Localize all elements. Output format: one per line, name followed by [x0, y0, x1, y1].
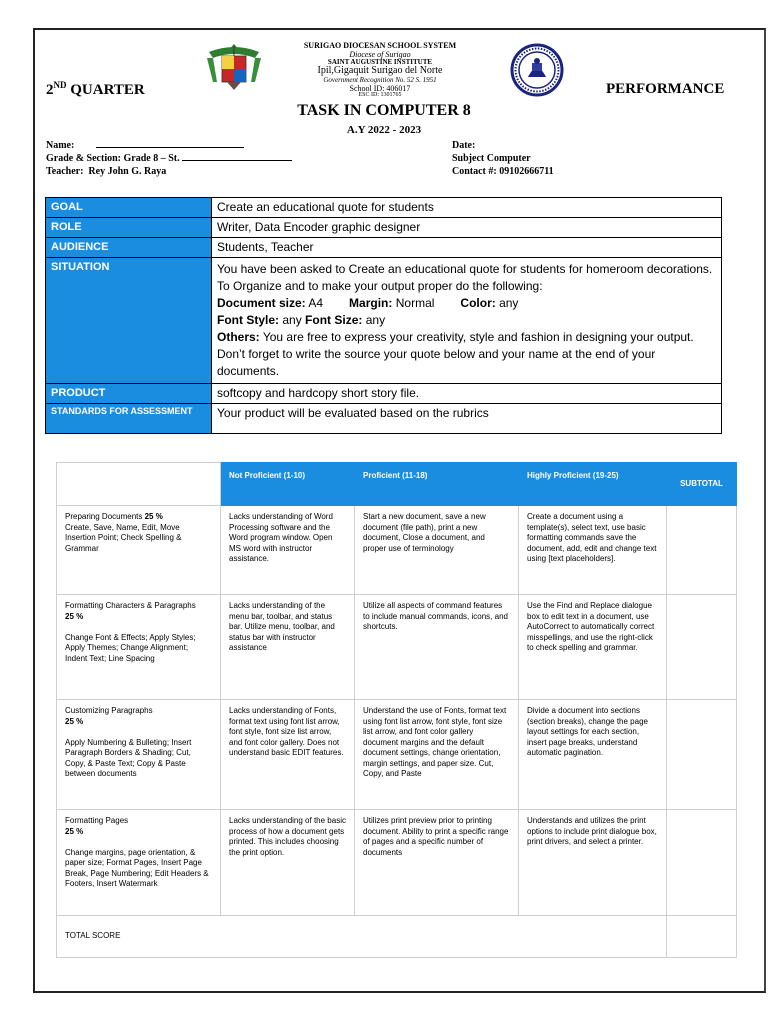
table-row [57, 595, 737, 700]
rubric-header-proficient: Proficient (11-18) [355, 463, 519, 506]
grasps-row-role [46, 218, 722, 238]
situation-others: Others: You are free to express your creativity, style and fashion in designing your output. [217, 330, 694, 344]
task-title: TASK IN COMPUTER 8 [297, 102, 471, 119]
situation-value [212, 258, 722, 384]
highly-proficient-cell: Use the Find and Replace dialogue box to edit text in a document, use AutoCorrect to automatically correct misspellings, and use the right-click to check spelling and grammar. [519, 595, 667, 700]
school-system-name: SURIGAO DIOCESAN SCHOOL SYSTEM [303, 41, 457, 50]
criterion-cell: Formatting Characters & Paragraphs 25 % Change Font & Effects; Apply Styles; Apply Themes; Change Alignment; Indent Text; Line Spacing [57, 595, 221, 700]
performance-label: PERFORMANCE [606, 81, 725, 97]
grasps-row-goal [46, 198, 722, 218]
teacher-field: Teacher: Rey John G. Raya [46, 166, 167, 177]
date-field: Date: [452, 140, 476, 151]
standards-label: STANDARDS FOR ASSESSMENT [46, 404, 212, 434]
table-row [57, 700, 737, 810]
subtotal-cell [667, 595, 737, 700]
table-row [57, 506, 737, 595]
standards-value: Your product will be evaluated based on the rubrics [212, 404, 722, 434]
subject-field: Subject Computer [452, 153, 531, 164]
not-proficient-cell: Lacks understanding of Word Processing software and the Word program window. Open MS word with instructor assistance. [221, 506, 355, 595]
subtotal-cell [667, 810, 737, 916]
audience-label: AUDIENCE [46, 238, 212, 258]
proficient-cell: Start a new document, save a new document (file path), print a new document, Close a document, and proper use of terminology [355, 506, 519, 595]
product-label: PRODUCT [46, 384, 212, 404]
grasps-row-situation [46, 258, 722, 384]
contact-field: Contact #: 09102666711 [452, 166, 554, 177]
proficient-cell: Understand the use of Fonts, format text using font list arrow, font style, font size list arrow, and font color gallery document margins and the default document settings, change orientation, margin settings, and paper size. Cut, Copy, and Paste [355, 700, 519, 810]
proficient-cell: Utilize all aspects of command features to include manual commands, icons, and shortcuts. [355, 595, 519, 700]
diocese-name: Diocese of Surigao [349, 50, 411, 59]
goal-value: Create an educational quote for students [212, 198, 722, 218]
audience-value: Students, Teacher [212, 238, 722, 258]
quarter-label: 2ND QUARTER [46, 80, 145, 98]
situation-label: SITUATION [46, 258, 212, 384]
esc-id: ESC ID: 1301765 [358, 92, 402, 98]
table-row [57, 810, 737, 916]
total-score-row [57, 916, 737, 958]
not-proficient-cell: Lacks understanding of the basic process of how a document gets printed. This includes choosing the print option. [221, 810, 355, 916]
role-value: Writer, Data Encoder graphic designer [212, 218, 722, 238]
name-field: Name: [46, 139, 244, 152]
product-value: softcopy and hardcopy short story file. [212, 384, 722, 404]
subtotal-cell [667, 506, 737, 595]
highly-proficient-cell: Create a document using a template(s), select text, use basic formatting commands save the document, add, edit and change text using [text placeholders]. [519, 506, 667, 595]
situation-reminder: Don’t forget to write the source your quote below and your name at the end of your documents. [217, 347, 656, 378]
grasps-row-standards [46, 404, 722, 434]
situation-specs: Document size: A4 Margin: Normal Color: any [217, 296, 519, 310]
total-score-value [667, 916, 737, 958]
rubric-header-blank [57, 463, 221, 506]
goal-label: GOAL [46, 198, 212, 218]
grade-section-field: Grade & Section: Grade 8 – St. [46, 152, 292, 165]
not-proficient-cell: Lacks understanding of the menu bar, toolbar, and status bar. Utilize menu, toolbar, and status bar with instructor assistance [221, 595, 355, 700]
school-address: Ipil,Gigaquit Surigao del Norte [317, 65, 443, 76]
grasps-row-product [46, 384, 722, 404]
situation-fonts: Font Style: any Font Size: any [217, 313, 386, 327]
government-recognition: Government Recognition No. 52 S. 1951 [323, 76, 437, 84]
rubric-header-subtotal: SUBTOTAL [667, 463, 737, 506]
total-score-label: TOTAL SCORE [57, 916, 667, 958]
academic-year: A.Y 2022 - 2023 [346, 124, 422, 136]
institute-name: SAINT AUGUSTINE INSTITUTE [327, 58, 433, 66]
rubric-table [56, 462, 737, 958]
proficient-cell: Utilizes print preview prior to printing document. Ability to print a specific range of pages and a specific number of documents [355, 810, 519, 916]
criterion-cell: Formatting Pages 25 % Change margins, page orientation, & paper size; Format Pages, Insert Page Break, Page Numbering; Edit Headers & Footers, Insert Watermark [57, 810, 221, 916]
situation-intro: You have been asked to Create an educational quote for students for homeroom decorations. To Organize and to make your output proper do the following: [217, 262, 713, 293]
criterion-cell: Preparing Documents 25 % Create, Save, Name, Edit, Move Insertion Point; Check Spelling & Grammar [57, 506, 221, 595]
rubric-header-row [57, 463, 737, 506]
grasps-table [45, 197, 722, 434]
role-label: ROLE [46, 218, 212, 238]
subtotal-cell [667, 700, 737, 810]
criterion-cell: Customizing Paragraphs 25 % Apply Numbering & Bulleting; Insert Paragraph Borders & Shading; Cut, Copy, & Paste Text; Copy & Paste between documents [57, 700, 221, 810]
highly-proficient-cell: Understands and utilizes the print options to include print dialogue box, print drivers, and select a printer. [519, 810, 667, 916]
school-id: School ID: 406017 [349, 84, 411, 93]
rubric-header-not-proficient: Not Proficient (1-10) [221, 463, 355, 506]
not-proficient-cell: Lacks understanding of Fonts, format text using font list arrow, font style, font size list arrow, and font color gallery. Does not understand basic EDIT features. [221, 700, 355, 810]
rubric-header-highly-proficient: Highly Proficient (19-25) [519, 463, 667, 506]
highly-proficient-cell: Divide a document into sections (section breaks), change the page layout settings for each section, insert page breaks, understand automatic pagination. [519, 700, 667, 810]
grasps-row-audience [46, 238, 722, 258]
